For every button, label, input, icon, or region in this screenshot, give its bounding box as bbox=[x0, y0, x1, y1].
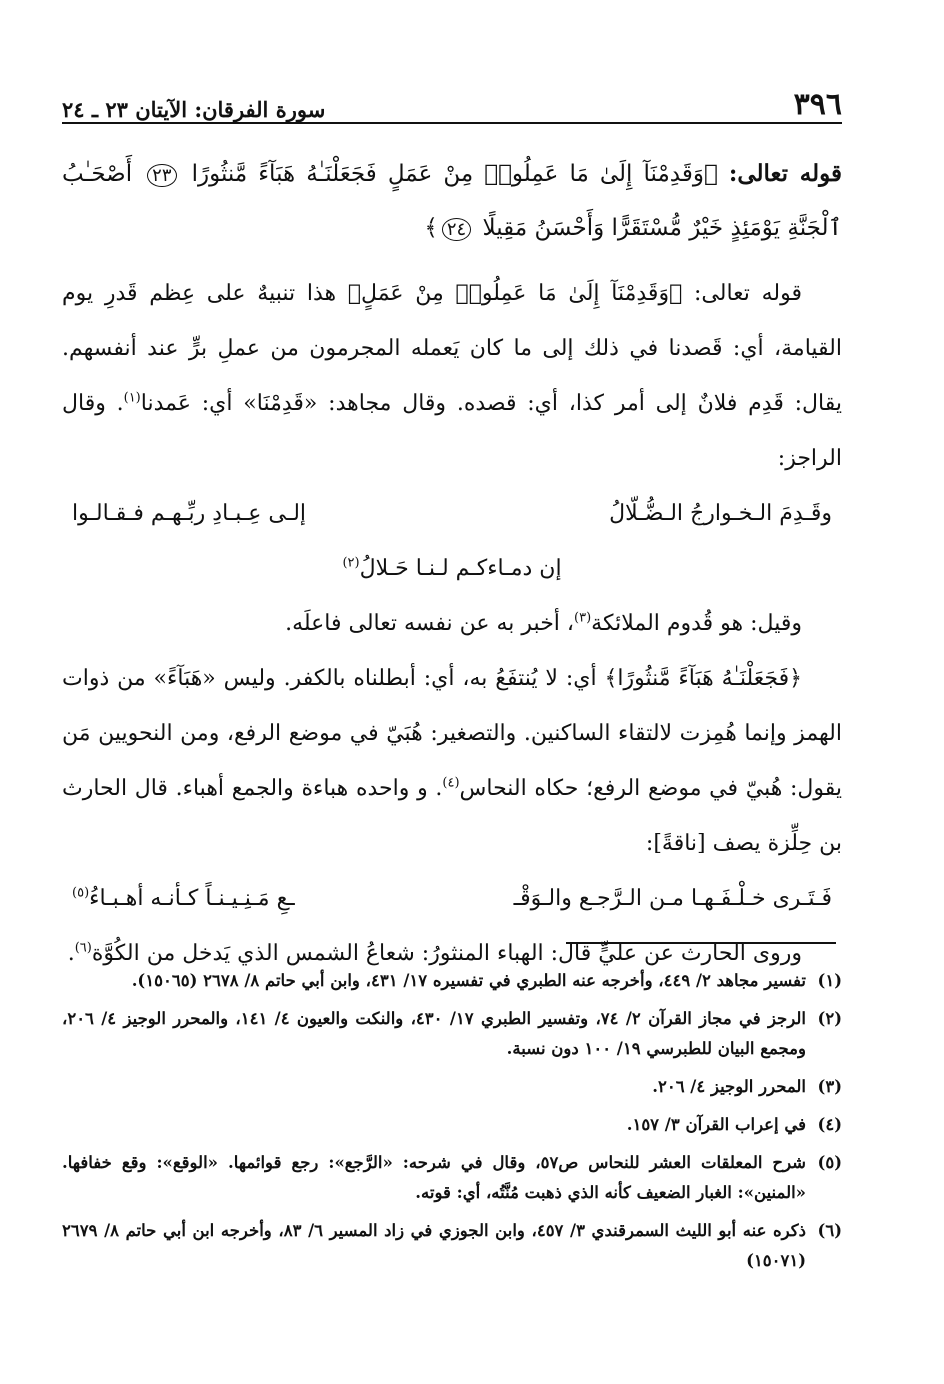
verse-text-24: أَصْحَـٰبُ ٱلْجَنَّةِ يَوْمَئِذٍ خَيْرٌ مُّسْتَقَرًّا وَأَحْسَنُ مَقِيلًا bbox=[62, 161, 842, 241]
verse-close: ﴾ bbox=[424, 215, 438, 241]
footnote-number: (١) bbox=[817, 971, 842, 990]
footnote-text: في إعراب القرآن ٣/ ١٥٧. bbox=[626, 1115, 806, 1134]
poem-3-second-hemistich bbox=[72, 871, 295, 926]
poem-3-first-hemistich: فَـتَـرى خـلْـفَـهـا مـن الـرَّجـع والـوَقْـ bbox=[513, 886, 832, 911]
footnote-ref-2: (٢) bbox=[342, 555, 360, 571]
paragraph-1-end: . وقال الراجز: bbox=[62, 391, 842, 471]
footnote-3 bbox=[62, 1072, 842, 1102]
footnotes bbox=[62, 966, 842, 1284]
paragraph-3-text: ﴿فَجَعَلْنَـٰهُ هَبَآءً مَّنثُورًا﴾ أي: لا يُنتفَعُ به، أي: أبطلناه بالكفر. وليس «هَبَآءً» من ذوات الهمز وإنما هُمِزت لالتقاء الساكنين. والتصغير: هُبَيّ في موضع الرفع، ومن النحويين مَن يقول: هُبيّ في موضع الرفع؛ حكاه النحاس bbox=[62, 666, 843, 801]
paragraph-2 bbox=[62, 596, 842, 651]
poem-2-text: إن دمـاءكـم لـنـا حَـلالُ bbox=[359, 556, 562, 581]
footnote-text: شرح المعلقات العشر للنحاس ص٥٧، وقال في شرحه: «الرَّجع»: رجع قوائمها. «الوقع»: وقع خفافها. «المنين»: الغبار الضعيف كأنه الذي ذهبت مُنَّتُه، أي: قوته. bbox=[62, 1153, 807, 1202]
paragraph-1 bbox=[62, 266, 842, 486]
paragraph-3-end: . و واحده هباءة والجمع أهباء. قال الحارث بن حِلِّزة يصف [ناقةً]: bbox=[62, 776, 842, 856]
poem-verse-3 bbox=[62, 871, 842, 926]
footnote-ref-5: (٥) bbox=[72, 885, 90, 901]
page-header bbox=[62, 82, 842, 122]
poem-verse-2 bbox=[62, 541, 842, 596]
footnote-6 bbox=[62, 1216, 842, 1276]
main-text bbox=[62, 148, 842, 981]
footnote-number: (٣) bbox=[817, 1077, 842, 1096]
paragraph-4-text: وروى الحارث عن عليٍّ قال: الهباء المنثورُ: شعاعُ الشمس الذي يَدخل من الكُوَّة bbox=[91, 941, 802, 966]
footnote-text: تفسير مجاهد ٢/ ٤٤٩، وأخرجه عنه الطبري في تفسيره ١٧/ ٤٣١، وابن أبي حاتم ٨/ ٢٦٧٨ (١٥٠٦٥). bbox=[131, 971, 806, 990]
footnote-ref-1: (١) bbox=[123, 390, 141, 406]
running-title: سورة الفرقان: الآيتان ٢٣ ـ ٢٤ bbox=[62, 97, 326, 122]
footnote-ref-3: (٣) bbox=[574, 610, 592, 626]
paragraph-2-end: ، أخبر به عن نفسه تعالى فاعلَه. bbox=[285, 611, 575, 636]
header-rule bbox=[62, 122, 842, 124]
paragraph-1-text: قوله تعالى: ﴿وَقَدِمْنَآ إِلَىٰ مَا عَمِلُوا۟ مِنْ عَمَلٍ﴾ هذا تنبيهٌ على عِظم قَدرِ يوم القيامة، أي: قَصدنا في ذلك إلى ما كان يَعمله المجرمون من عملِ برٍّ عند أنفسهم. يقال: قَدِم فلانٌ إلى أمر كذا، أي: قصده. وقال مجاهد: «قَدِمْنَا» أي: عَمدنا bbox=[62, 281, 842, 416]
footnote-5 bbox=[62, 1148, 842, 1208]
verse-number-24: ٢٤ bbox=[442, 218, 471, 241]
verse-text-23: ﴿وَقَدِمْنَآ إِلَىٰ مَا عَمِلُوا۟ مِنْ عَمَلٍ فَجَعَلْنَـٰهُ هَبَآءً مَّنثُورًا bbox=[191, 161, 718, 187]
poem-1-first-hemistich: وقَـدِمَ الـخـوارجُ الـضُّـلّالُ bbox=[609, 501, 832, 526]
poem-1-second-hemistich: إلـى عِـبـادِ ربِّـهـم فـقـالـوا bbox=[72, 501, 307, 526]
poem-verse-1 bbox=[62, 486, 842, 541]
footnote-ref-4: (٤) bbox=[442, 775, 460, 791]
paragraph-4-end: . bbox=[67, 941, 75, 966]
footnote-2 bbox=[62, 1004, 842, 1064]
footnote-rule bbox=[566, 942, 836, 944]
footnote-ref-6: (٦) bbox=[74, 940, 92, 956]
footnote-text: المحرر الوجيز ٤/ ٢٠٦. bbox=[652, 1077, 806, 1096]
verse-number-23: ٢٣ bbox=[147, 164, 176, 187]
poem-3-second-text: ـعِ مَـنِـيـنـاً كـأنـه أهـبـاءُ bbox=[89, 886, 295, 911]
verse-block bbox=[62, 148, 842, 256]
paragraph-2-text: وقيل: هو قُدوم الملائكة bbox=[591, 611, 802, 636]
verse-lead: قوله تعالى: bbox=[728, 160, 842, 187]
page-number: ٣٩٦ bbox=[793, 87, 842, 122]
footnote-1 bbox=[62, 966, 842, 996]
footnote-number: (٤) bbox=[817, 1115, 842, 1134]
footnote-4 bbox=[62, 1110, 842, 1140]
footnote-text: الرجز في مجاز القرآن ٢/ ٧٤، وتفسير الطبري ١٧/ ٤٣٠، والنكت والعيون ٤/ ١٤١، والمحرر الوجيز ٤/ ٢٠٦، ومجمع البيان للطبرسي ١٩/ ١٠٠ دون نسبة. bbox=[62, 1009, 806, 1058]
paragraph-3 bbox=[62, 651, 842, 871]
footnote-text: ذكره عنه أبو الليث السمرقندي ٣/ ٤٥٧، وابن الجوزي في زاد المسير ٦/ ٨٣، وأخرجه ابن أبي حاتم ٨/ ٢٦٧٩ (١٥٠٧١) bbox=[62, 1221, 806, 1270]
footnote-number: (٦) bbox=[817, 1221, 842, 1240]
footnote-number: (٢) bbox=[817, 1009, 842, 1028]
footnote-number: (٥) bbox=[817, 1153, 842, 1172]
